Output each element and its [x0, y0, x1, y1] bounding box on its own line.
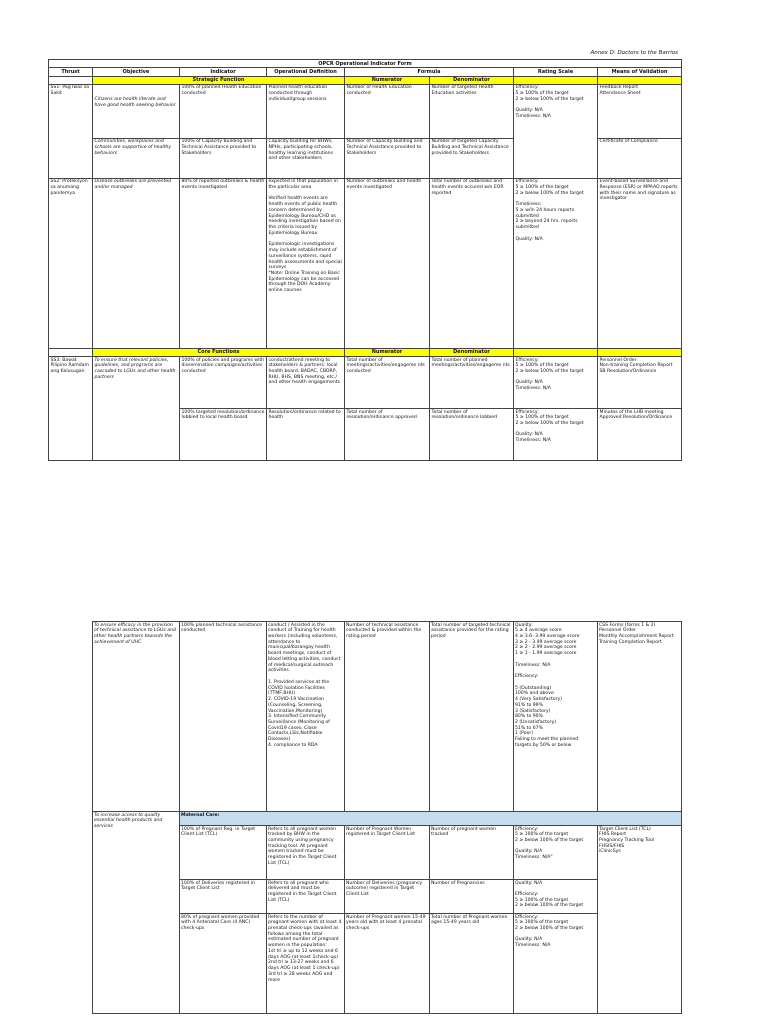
header-denominator-2: Denominator — [430, 348, 514, 356]
header-indicator: Indicator — [180, 68, 267, 76]
core-functions-label: Core Functions — [93, 348, 345, 356]
header-formula: Formula — [345, 68, 514, 76]
table-row: To ensure efficacy in the provision of technical assistance to LGUs and other health partners towards the achievement of UHC 100% planned technical assistance conducted conduct / Assisted in the conduct of Training for health workers (including volunteers, attendance to municipal/barangay health board meetings, conduct of blood letting activities, conduct of medical/surgical outreach activities 1. Provided services at the COVID Isolation Facilities (TTMF,BHU) 2. COVID-19 Vaccination (Counseling, Screening, Vaccination,Monitoring) 3. Intensified Community Surveillance (Monitoring of Covid19 cases, Close Contacts,LSIs,Notifiable Diseases) 4. compliance to RDA Number of technical assistance conducted & provided within the rating period Total number of targeted technical assistance provided for the rating period Quality: 5 ≥ 4 average score 4 ≥ 3.6- 3.99 average score 3 ≥ 2 - 3.49 average score 2 ≥ 2 - 2.99 average score 1 ≥ 1 - 1.99 average score Timeliness: N/A Efficiency: 5 (Outstanding) 100% and above 4 (Very Satisfactory) 91% to 99% 3 (Satisfactory) 80% to 90% 2 (Unsatisfactory) 51% to 67% 1 (Poor) Failing to meet the planned targets by 50% or below CSS Forms (forms 1 & 2) Personnel Order Monthly Accomplishment Report Training Completion Report — [48, 622, 681, 812]
header-means: Means of Validation — [598, 68, 682, 76]
table-row: To increase access to quality essential health products and services Maternal Care: — [48, 812, 681, 826]
header-rating: Rating Scale — [514, 68, 598, 76]
maternal-care-label: Maternal Care: — [179, 812, 681, 826]
table-row: 100% of Deliveries registered in Target Client List Refers to all pregnant who delivered and must be registered in the Target Client List (TCL) Number of Deliveries (pregnancy outcome) registered in Target Client List Number of Pregnancies Quality: N/A Efficiency: 5 ≥ 100% of the target 2 ≥ below 100% of the target — [48, 880, 681, 914]
table-row: SS3: Bawat Pilipino Ramdam ang Kalusugan To ensure that relevant policies, guidelines, and programs are cascaded to LGUs and other health partners 100% of policies and programs with dissemination campaigns/activities conducted conduct/attend meeting to stakeholders & partners: local health board, BADAC, CBDRP, RHU, BHS, BNS meeting, etc./ and other health engagements Total number of meetings/activities/engageme nts conducted Total number of planned meetings/activities/engageme nts Efficiency: 5 ≥ 100% of the target 2 ≥ below 100% of the target Quality: N/A Timeliness: N/A Personnel Order Non-training Completion Report SB Resolution/Ordinance — [49, 357, 682, 409]
table-row: 100% of Pregnant Reg. in Target Client List (TCL) Refers to all pregnant women tracked by BHW in the community using pregnancy tracking tool. All pregnant women tracked must be registered in the Target Client List (TCL) Number of Pregnant Women registered in Target Client List Number of pregnant women tracked Efficiency: 5 ≥ 100% of the target 2 ≥ below 100% of the target Quality: N/A Timeliness: N/A" Target Client List (TCL) FHIS Report Pregnancy Tracking Tool FHSIS/FHIS iClinicSys — [48, 826, 681, 880]
annex-label: Annex D: Doctors to the Barrios — [590, 50, 678, 56]
table-row: Communities, workplaces and schools are supportive of healthy behaviors 100% of Capacity Building and Technical Assistance provided to Stakeholders Capacity building for BHWs, NPHs, participating schools, healthy learning institutions and other stakeholders Number of Capacity Building and Technical Assistance provided to Stakeholders Number of targeted Capacity Building and Technical Assistance provided to Stakeholders Certificate of Compliance — [49, 138, 682, 178]
table-row: SS1- Pag Iwas sa Sakit Citizens are health literate and have good health seeking behavior 100% of planned Health Education conducted Planned health education conducted through individual/group sessions Number of Health Education conducted Number of targeted Health Education activities Efficiency: 5 ≥ 100% of the target 2 ≥ below 100% of the target Quality: N/A Timeliness: N/A Feedback Report Attendance Sheet — [49, 84, 682, 138]
table-row: 80% of pregnant women provided with 4 Antenatal Care (4 ANC) check-ups Refers to the number of pregnant women with at least 4 prenatal check-ups (availed as follows among the total estimated number of pregnant women in the population: 1st tri ≥ up to 12 weeks and 6 days AOG (at least 1check-up) 2nd tri ≥ 13-27 weeks and 6 days AOG (at least 1 check-up) 3rd tri ≥ 28 weeks AOG and more Number of Pregnant women 15-49 years old with at least 4 prenatal check-ups Total number of Pregnant women ages 15-49 years old Efficiency: 5 ≥ 100% of the target 2 ≥ below 100% of the target Quality: N/A Timeliness: N/A — [48, 914, 681, 1014]
header-numerator: Numerator — [345, 76, 430, 84]
opcr-table-page-2 — [48, 621, 682, 1014]
header-objective: Objective — [93, 68, 180, 76]
table-row: SS2: Proteksyon sa anumang pandemya Disease outbreaks are prevented and/or managed 80% of reported outbreaks & health events investigated expected in that population in the particular area Verified health events are health events of public health concern determined by Epidemiology Bureau/CHD as needing investigation based on the criteria issued by Epidemiology Bureau Epidemiologic investigations may include establishment of surveillance systems, rapid health assessments and special surveys *Note: Online Training on Basic Epidemiology can be accessed through the DOH Academy online courses Number of outbreaks and health events investigated Total number of outbreaks and health events occured w/n EOR reported Efficiency: 5 ≥ 100% of the target 2 ≥ below 100% of the target Timeliness: 5 ≥ w/in 24 hours reports submitted 2 ≥ beyond 24 hrs. reports submitted Quality: N/A Event-based Surveillance and Response (ESR) or MPAAO reports with their name and signature as investigator — [49, 178, 682, 348]
opcr-table-page-1 — [48, 59, 682, 461]
header-thrust: Thrust — [49, 68, 93, 76]
header-numerator-2: Numerator — [345, 348, 430, 356]
header-definition: Operational Definition — [267, 68, 345, 76]
header-denominator: Denominator — [430, 76, 514, 84]
strategic-function-label: Strategic Function — [93, 76, 345, 84]
table-row: 100% targeted resolution/ordinance lobbied to local health board Resolution/ordinance related to health Total number of resolution/ordinance approved Total number of resolution/ordinance lobbied Efficiency: 5 ≥ 100% of the target 2 ≥ below 100% of the target Quality: N/A Timeliness: N/A Minutes of the LHB meeting Approved Resolution/Ordinance — [49, 409, 682, 461]
form-title: OPCR Operational Indicator Form — [49, 60, 682, 68]
